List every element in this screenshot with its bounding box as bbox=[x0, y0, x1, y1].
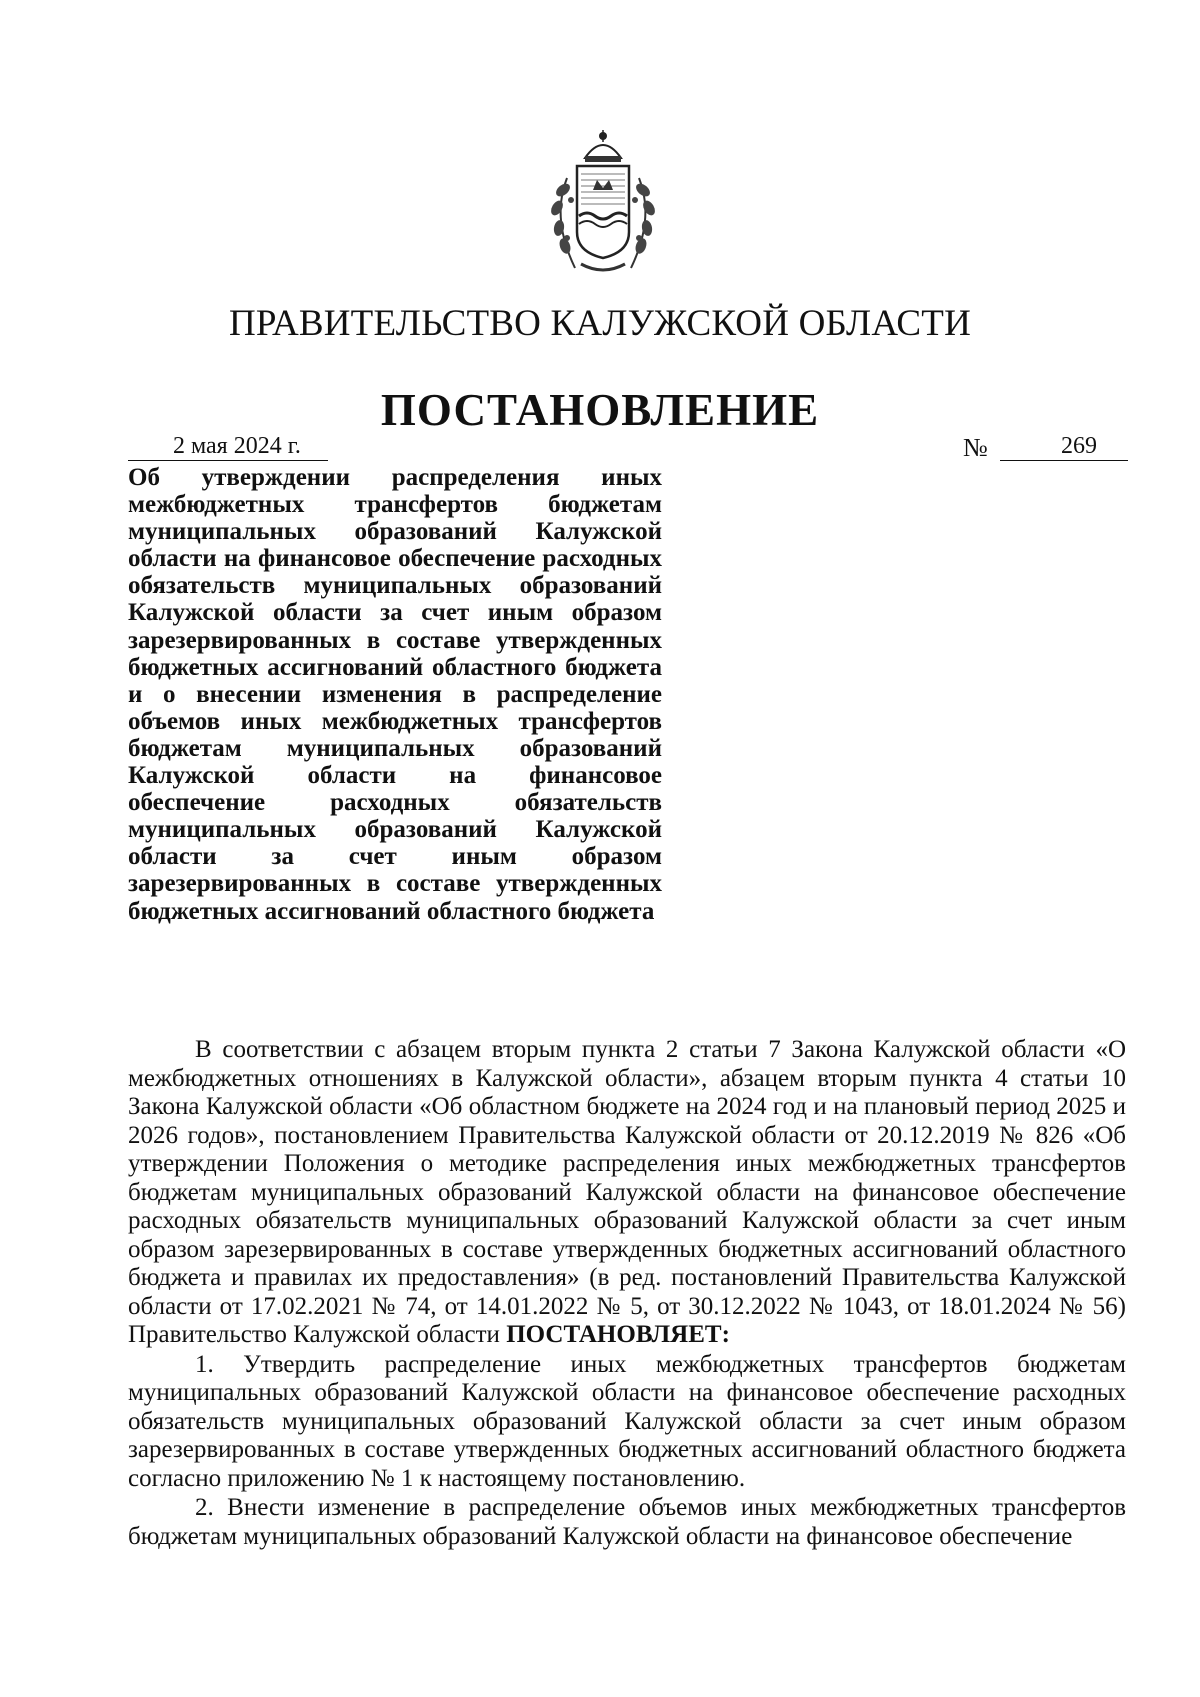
document-subject: Об утверждении распределения иных межбюджетных трансфертов бюджетам муниципальных образований Калужской области на финансовое обеспечение расходных обязательств муниципальных образований Калужской области за счет иным образом зарезервированных в составе утвержденных бюджетных ассигнований областного бюджета и о внесении изменения в распределение объемов иных межбюджетных трансфертов бюджетам муниципальных образований Калужской области на финансовое обеспечение расходных обязательств муниципальных образований Калужской области за счет иным образом зарезервированных в составе утвержденных бюджетных ассигнований областного бюджета bbox=[128, 464, 662, 925]
item-2-paragraph: 2. Внести изменение в распределение объемов иных межбюджетных трансфертов бюджетам муниципальных образований Калужской области на финансовое обеспечение bbox=[128, 1494, 1126, 1550]
preamble-text: В соответствии с абзацем вторым пункта 2 статьи 7 Закона Калужской области «О межбюджетных отношениях в Калужской области», абзацем вторым пункта 4 статьи 10 Закона Калужской области «Об областном бюджете на 2024 год и на плановый период 2025 и 2026 годов», постановлением Правительства Калужской области от 20.12.2019 № 826 «Об утверждении Положения о методике распределения иных межбюджетных трансфертов бюджетам муниципальных образований Калужской области на финансовое обеспечение расходных обязательств муниципальных образований Калужской области за счет иным образом зарезервированных в составе утвержденных бюджетных ассигнований областного бюджета и правилах их предоставления» (в ред. постановлений Правительства Калужской области от 17.02.2021 № 74, от 14.01.2022 № 5, от 30.12.2022 № 1043, от 18.01.2024 № 56) Правительство Калужской области bbox=[128, 1036, 1126, 1348]
kaluga-coat-of-arms-icon bbox=[545, 128, 661, 276]
document-number: 269 bbox=[1000, 432, 1128, 461]
document-type: ПОСТАНОВЛЕНИЕ bbox=[380, 385, 820, 435]
number-sign: № bbox=[963, 433, 988, 462]
preamble-paragraph bbox=[128, 1036, 1126, 1350]
resolves-word: ПОСТАНОВЛЯЕТ: bbox=[506, 1321, 730, 1348]
government-name: ПРАВИТЕЛЬСТВО КАЛУЖСКОЙ ОБЛАСТИ bbox=[228, 303, 971, 344]
item-1-paragraph: 1. Утвердить распределение иных межбюджетных трансфертов бюджетам муниципальных образований Калужской области на финансовое обеспечение расходных обязательств муниципальных образований Калужской области за счет иным образом зарезервированных в составе утвержденных бюджетных ассигнований областного бюджета согласно приложению № 1 к настоящему постановлению. bbox=[128, 1350, 1126, 1492]
document-body bbox=[128, 1036, 1126, 1551]
document-date: 2 мая 2024 г. bbox=[128, 432, 328, 461]
